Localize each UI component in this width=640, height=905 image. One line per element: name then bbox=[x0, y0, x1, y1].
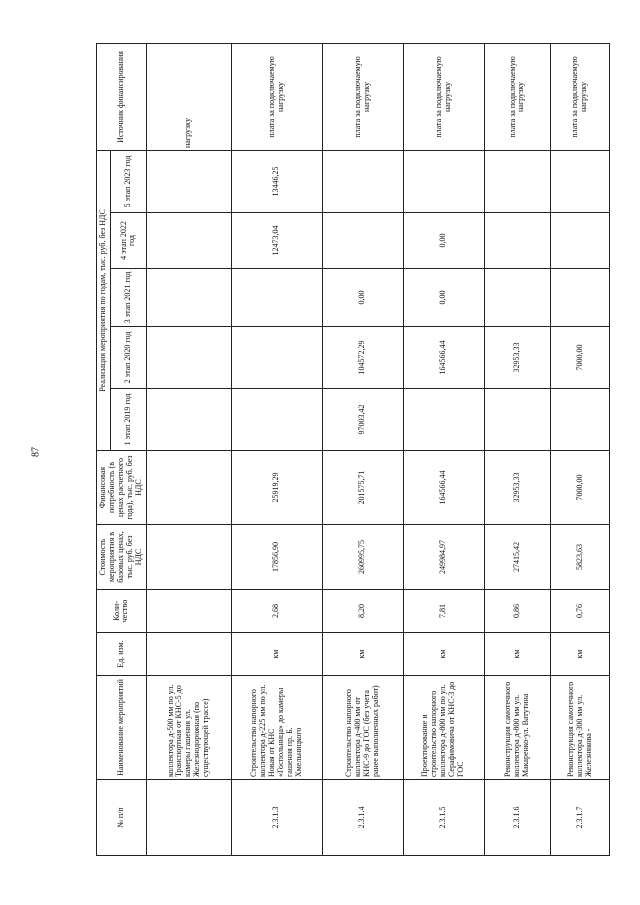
row-source: плата за подключаемую нагрузку bbox=[231, 43, 322, 150]
header-qty: Коли-чество bbox=[97, 590, 147, 633]
row-stage-3 bbox=[551, 269, 610, 327]
row-stage-1 bbox=[231, 389, 322, 451]
row-num: 2.3.1.3 bbox=[231, 780, 322, 856]
row-num: 2.3.1.4 bbox=[322, 780, 403, 856]
row-stage-2 bbox=[231, 327, 322, 389]
row-unit: км bbox=[551, 633, 610, 676]
header-need: Финансовая потребность (в ценах расчетного года), тыс. руб. без НДС bbox=[97, 451, 147, 525]
table-row bbox=[146, 43, 231, 855]
row-unit: км bbox=[231, 633, 322, 676]
header-stage-2: 2 этап 2020 год bbox=[110, 327, 146, 389]
row-stage-4 bbox=[322, 213, 403, 269]
row-stage-5: 13446,25 bbox=[231, 150, 322, 212]
row-need: 25919,29 bbox=[231, 451, 322, 525]
row-qty: 7,81 bbox=[403, 590, 484, 633]
row-unit: км bbox=[322, 633, 403, 676]
row-stage-5 bbox=[484, 150, 551, 212]
row-name: Строительство напорного коллектора д-400 мм от КНС-9 до ГОС (без учета ранее выполненных работ) bbox=[322, 676, 403, 780]
table-row bbox=[231, 43, 322, 855]
row-stage-3: 0,00 bbox=[322, 269, 403, 327]
row-source: плата за подключаемую нагрузку bbox=[551, 43, 610, 150]
row-stage-2: 104572,29 bbox=[322, 327, 403, 389]
header-num: № п/п bbox=[97, 780, 147, 856]
row-stage-5 bbox=[146, 150, 231, 212]
row-stage-1 bbox=[146, 389, 231, 451]
row-stage-4 bbox=[551, 213, 610, 269]
row-need: 201575,71 bbox=[322, 451, 403, 525]
header-cost-base: Стоимость мероприятия в базовых ценах, тыс. руб. без НДС bbox=[97, 525, 147, 590]
table-row bbox=[322, 43, 403, 855]
row-unit: км bbox=[484, 633, 551, 676]
row-stage-2: 7000,00 bbox=[551, 327, 610, 389]
row-stage-3 bbox=[146, 269, 231, 327]
table-row bbox=[551, 43, 610, 855]
row-num bbox=[146, 780, 231, 856]
header-stage-1: 1 этап 2019 год bbox=[110, 389, 146, 451]
row-stage-2: 32953,33 bbox=[484, 327, 551, 389]
row-unit bbox=[146, 633, 231, 676]
row-stage-2 bbox=[146, 327, 231, 389]
row-name: коллектора д-500 мм по ул. Транспортная от КНС-5 до камеры гашения ул. Железнодорожная (по существующей трассе) bbox=[146, 676, 231, 780]
row-stage-1 bbox=[551, 389, 610, 451]
row-source: плата за подключаемую нагрузку bbox=[403, 43, 484, 150]
row-stage-3 bbox=[484, 269, 551, 327]
row-source: нагрузку bbox=[146, 43, 231, 150]
row-source: плата за подключаемую нагрузку bbox=[484, 43, 551, 150]
row-cost: 17856,90 bbox=[231, 525, 322, 590]
investment-plan-table bbox=[96, 43, 610, 856]
row-name: Реконструкция самотечного коллектора д-800 мм ул. Макаренко-ул. Ватутина bbox=[484, 676, 551, 780]
rotated-table-container bbox=[96, 44, 610, 856]
row-need: 7000,00 bbox=[551, 451, 610, 525]
header-stage-5: 5 этап 2023 год bbox=[110, 150, 146, 212]
row-unit: км bbox=[403, 633, 484, 676]
row-stage-5 bbox=[403, 150, 484, 212]
table-row bbox=[484, 43, 551, 855]
row-qty: 2,68 bbox=[231, 590, 322, 633]
row-cost bbox=[146, 525, 231, 590]
row-num: 2.3.1.6 bbox=[484, 780, 551, 856]
row-stage-1: 97003,42 bbox=[322, 389, 403, 451]
row-stage-1 bbox=[484, 389, 551, 451]
row-name: Строительство напорного коллектора д-225 мм по ул. Новая от КНС «Госпольница» до камеры гашения пр. Б. Хмельницкого bbox=[231, 676, 322, 780]
row-cost: 27415,42 bbox=[484, 525, 551, 590]
header-unit: Ед. изм. bbox=[97, 633, 147, 676]
row-need bbox=[146, 451, 231, 525]
row-stage-5 bbox=[551, 150, 610, 212]
row-name: Реконструкция самотечного коллектора д-300 мм ул. Железнякова - bbox=[551, 676, 610, 780]
row-stage-5 bbox=[322, 150, 403, 212]
row-qty bbox=[146, 590, 231, 633]
row-cost: 249984,97 bbox=[403, 525, 484, 590]
header-stage-3: 3 этап 2021 год bbox=[110, 269, 146, 327]
row-qty: 0,86 bbox=[484, 590, 551, 633]
row-name: Проектирование и строительство напорного коллектора д-800 мм по ул. Серафимовича от КНС-3 до ГОС bbox=[403, 676, 484, 780]
table-header-row-1 bbox=[97, 43, 111, 855]
row-num: 2.3.1.5 bbox=[403, 780, 484, 856]
page-number: 87 bbox=[30, 447, 42, 457]
table-row bbox=[403, 43, 484, 855]
row-stage-2: 164566,44 bbox=[403, 327, 484, 389]
row-stage-4 bbox=[484, 213, 551, 269]
row-stage-4 bbox=[146, 213, 231, 269]
row-cost: 5823,63 bbox=[551, 525, 610, 590]
row-need: 164566,44 bbox=[403, 451, 484, 525]
row-stage-3: 0,00 bbox=[403, 269, 484, 327]
row-qty: 0,76 bbox=[551, 590, 610, 633]
row-num: 2.3.1.7 bbox=[551, 780, 610, 856]
header-name: Наименование мероприятий bbox=[97, 676, 147, 780]
header-stage-4: 4 этап 2022 год bbox=[110, 213, 146, 269]
row-stage-4: 0,00 bbox=[403, 213, 484, 269]
row-cost: 260995,75 bbox=[322, 525, 403, 590]
row-qty: 8,20 bbox=[322, 590, 403, 633]
row-stage-3 bbox=[231, 269, 322, 327]
header-realization: Реализация мероприятия по годам, тыс. руб. без НДС bbox=[97, 150, 111, 450]
header-source: Источник финансирования bbox=[97, 43, 147, 150]
row-need: 32953,33 bbox=[484, 451, 551, 525]
row-stage-1 bbox=[403, 389, 484, 451]
row-source: плата за подключаемую нагрузку bbox=[322, 43, 403, 150]
row-stage-4: 12473,04 bbox=[231, 213, 322, 269]
